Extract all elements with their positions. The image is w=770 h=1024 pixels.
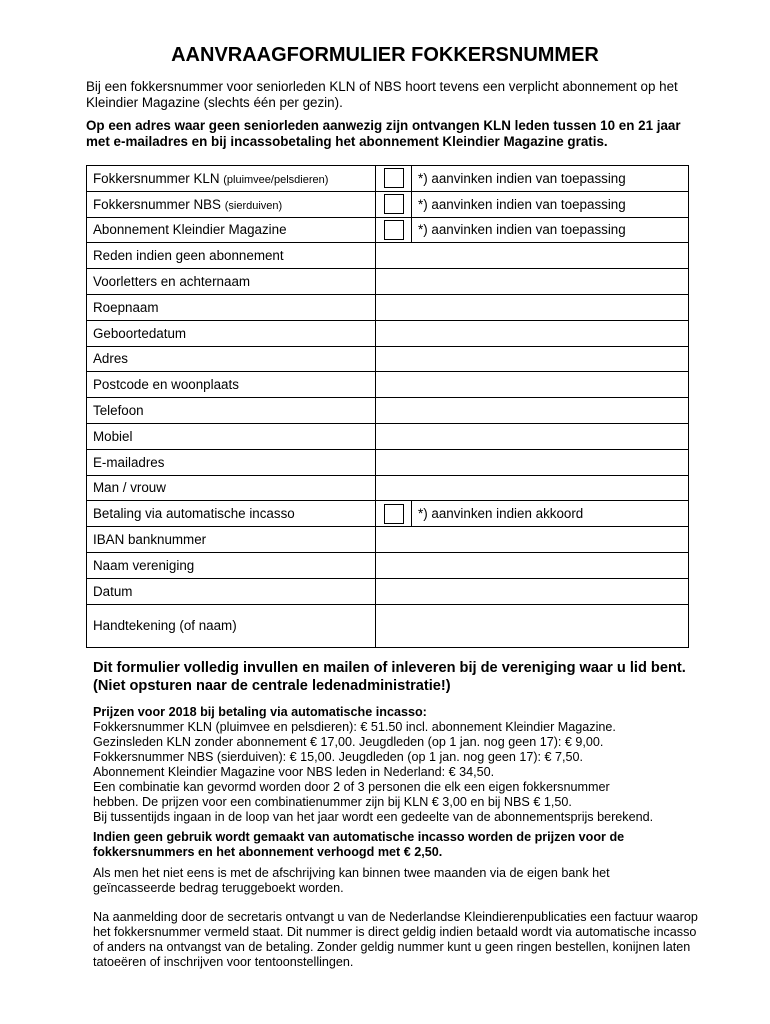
form-label: Datum <box>87 578 376 604</box>
price-line: Fokkersnummer KLN (pluimvee en pelsdieren): € 51.50 incl. abonnement Kleindier Magazine. <box>93 720 616 734</box>
phone-field[interactable] <box>376 398 689 424</box>
checkbox-cell <box>376 166 412 192</box>
form-row-gender <box>87 475 689 501</box>
invoice-text: Na aanmelding door de secretaris ontvangt u van de Nederlandse Kleindierenpublicaties een factuur waarop het fokkersnummer vermeld staat. Dit nummer is direct geldig indien betaald wordt via automatische incasso of anders na ontvangst van de betaling. Zonder geldig nummer kunt u geen ringen bestellen, konijnen laten tatoeëren of inschrijven voor tentoonstellingen. <box>93 910 698 969</box>
reden-field[interactable] <box>376 243 689 269</box>
form-label: Adres <box>87 346 376 372</box>
checkbox-cell <box>376 501 412 527</box>
form-label: Naam vereniging <box>87 552 376 578</box>
date-field[interactable] <box>376 578 689 604</box>
form-row-vereniging <box>87 552 689 578</box>
form-row-roepnaam <box>87 294 689 320</box>
form-label: Reden indien geen abonnement <box>87 243 376 269</box>
checkbox-cell <box>376 191 412 217</box>
form-label: E-mailadres <box>87 449 376 475</box>
form-label: Man / vrouw <box>87 475 376 501</box>
form-row-handtekening <box>87 604 689 647</box>
page-title: AANVRAAGFORMULIER FOKKERSNUMMER <box>171 44 599 66</box>
gender-field[interactable] <box>376 475 689 501</box>
refund-text: Als men het niet eens is met de afschrijving kan binnen twee maanden via de eigen bank het geïncasseerde bedrag teruggeboekt worden. <box>93 866 610 895</box>
form-label: Geboortedatum <box>87 320 376 346</box>
price-line: Abonnement Kleindier Magazine voor NBS leden in Nederland: € 34,50. <box>93 765 495 779</box>
price-line: Een combinatie kan gevormd worden door 2 of 3 personen die elk een eigen fokkersnummer <box>93 780 610 794</box>
price-section <box>93 705 713 825</box>
form-label-text: Fokkersnummer KLN <box>93 170 220 186</box>
form-row-nbs <box>87 191 689 217</box>
form-row-mobiel <box>87 423 689 449</box>
form-label: Handtekening (of naam) <box>87 604 376 647</box>
form-label: Postcode en woonplaats <box>87 372 376 398</box>
checkbox-note: *) aanvinken indien akkoord <box>412 501 689 527</box>
form-label <box>87 166 376 192</box>
price-heading: Prijzen voor 2018 bij betaling via automatische incasso: <box>93 705 427 719</box>
form-row-incasso <box>87 501 689 527</box>
intro-bold-text: Op een adres waar geen seniorleden aanwezig zijn ontvangen KLN leden tussen 10 en 21 jaar met e-mailadres en bij incassobetaling het abonnement Kleindier Magazine gratis. <box>86 118 681 149</box>
intro-text: Bij een fokkersnummer voor seniorleden KLN of NBS hoort tevens een verplicht abonnement op het Kleindier Magazine (slechts één per gezin). <box>86 79 678 110</box>
form-label: IBAN banknummer <box>87 527 376 553</box>
club-field[interactable] <box>376 552 689 578</box>
price-line: Gezinsleden KLN zonder abonnement € 17,00. Jeugdleden (op 1 jan. nog geen 17): € 9,00. <box>93 735 604 749</box>
form-label-sub: (sierduiven) <box>224 199 283 212</box>
form-label-text: Fokkersnummer NBS <box>93 196 221 212</box>
signature-field[interactable] <box>376 604 689 647</box>
form-label: Betaling via automatische incasso <box>87 501 376 527</box>
form-row-email <box>87 449 689 475</box>
form-row-postcode <box>87 372 689 398</box>
price-line: Fokkersnummer NBS (sierduiven): € 15,00. Jeugdleden (op 1 jan. nog geen 17): € 7,50. <box>93 750 584 764</box>
form-label: Mobiel <box>87 423 376 449</box>
checkbox-note: *) aanvinken indien van toepassing <box>412 191 689 217</box>
incasso-checkbox[interactable] <box>384 504 404 524</box>
mobile-field[interactable] <box>376 423 689 449</box>
price-line: hebben. De prijzen voor een combinatienummer zijn bij KLN € 3,00 en bij NBS € 1,50. <box>93 795 572 809</box>
application-form <box>86 165 689 648</box>
form-row-datum <box>87 578 689 604</box>
form-label: Voorletters en achternaam <box>87 269 376 295</box>
checkbox-cell <box>376 217 412 243</box>
kln-checkbox[interactable] <box>384 168 404 188</box>
form-row-geboortedatum <box>87 320 689 346</box>
checkbox-note: *) aanvinken indien van toepassing <box>412 217 689 243</box>
birthdate-field[interactable] <box>376 320 689 346</box>
name-field[interactable] <box>376 269 689 295</box>
form-label: Roepnaam <box>87 294 376 320</box>
iban-field[interactable] <box>376 527 689 553</box>
postcode-field[interactable] <box>376 372 689 398</box>
form-row-kln <box>87 166 689 192</box>
form-label-sub: (pluimvee/pelsdieren) <box>223 173 329 186</box>
form-row-reden <box>87 243 689 269</box>
roepnaam-field[interactable] <box>376 294 689 320</box>
surcharge-notice: Indien geen gebruik wordt gemaakt van automatische incasso worden de prijzen voor de fokkersnummers en het abonnement verhoogd met € 2,50. <box>93 830 625 859</box>
form-row-abonnement <box>87 217 689 243</box>
form-label: Telefoon <box>87 398 376 424</box>
email-field[interactable] <box>376 449 689 475</box>
form-label: Abonnement Kleindier Magazine <box>87 217 376 243</box>
address-field[interactable] <box>376 346 689 372</box>
form-label <box>87 191 376 217</box>
form-row-naam <box>87 269 689 295</box>
abonnement-checkbox[interactable] <box>384 220 404 240</box>
nbs-checkbox[interactable] <box>384 194 404 214</box>
submission-notice: Dit formulier volledig invullen en mailen of inleveren bij de vereniging waar u lid bent. (Niet opsturen naar de centrale ledenadministratie!) <box>93 660 686 694</box>
form-row-adres <box>87 346 689 372</box>
checkbox-note: *) aanvinken indien van toepassing <box>412 166 689 192</box>
form-row-iban <box>87 527 689 553</box>
form-row-telefoon <box>87 398 689 424</box>
price-line: Bij tussentijds ingaan in de loop van het jaar wordt een gedeelte van de abonnementsprijs berekend. <box>93 810 654 824</box>
